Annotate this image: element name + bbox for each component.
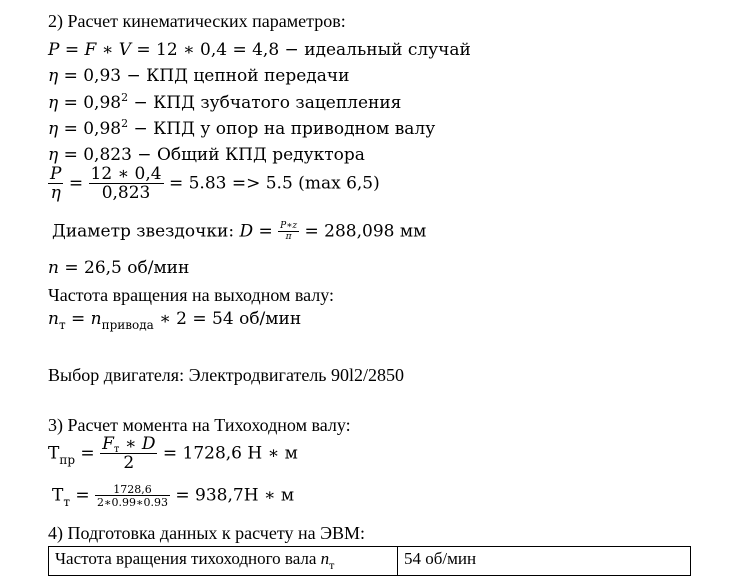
efficiency-bearings-text: − КПД у опор на приводном валу (128, 119, 436, 139)
torque-pr-result: = 1728,6 Н ∗ м (157, 443, 298, 464)
efficiency-total-text: = 0,823 − Общий КПД редуктора (58, 145, 365, 165)
efficiency-total (48, 147, 365, 164)
symbol-f: F (102, 434, 114, 454)
subscript: пр (59, 452, 76, 467)
fraction-pz-over-pi (278, 222, 299, 242)
output-shaft-speed-formula (48, 309, 302, 332)
input-data-table (48, 546, 691, 576)
symbol-eta: η (48, 93, 59, 113)
equals-sign: = (63, 173, 89, 194)
fraction-value (89, 166, 164, 202)
ratio-result: = 5.83 => 5.5 (max 6,5) (163, 173, 380, 194)
symbol-eta: η (48, 119, 59, 139)
symbol-n: n (90, 309, 102, 329)
output-shaft-speed-label: Частота вращения на выходном валу: (48, 285, 335, 305)
fraction-numerator: 12 ∗ 0,4 (90, 164, 162, 184)
equals-sign: = (253, 221, 279, 242)
equals-sign: = (69, 485, 96, 506)
section-heading-torque: 3) Расчет момента на Тихоходном валу: (48, 415, 351, 435)
row-label: Частота вращения тихоходного вала (55, 549, 321, 568)
fraction-numerator: P (50, 164, 62, 184)
fraction-denominator: 0,823 (89, 183, 164, 202)
power-formula-rest: = 12 ∗ 0,4 = 4,8 − идеальный случай (130, 40, 471, 60)
subscript: т (113, 444, 120, 455)
symbol-d: D (239, 221, 254, 242)
table-row (49, 547, 691, 576)
section-heading-kinematics: 2) Расчет кинематических параметров: (48, 11, 346, 31)
efficiency-bearings (48, 117, 436, 139)
efficiency-chain-text: = 0,93 − КПД цепной передачи (58, 66, 350, 86)
exponent: 2 (121, 117, 129, 130)
symbol-p: P (48, 40, 60, 60)
torque-formula-pr (48, 436, 298, 472)
fraction-numerator: P∗z (280, 221, 298, 231)
symbol-eta: η (48, 145, 59, 165)
diameter-label: Диаметр звездочки: (52, 221, 240, 242)
symbol-t: T (52, 485, 64, 506)
fraction-force-diameter (100, 436, 157, 472)
diameter-result: = 288,098 мм (299, 221, 427, 242)
fraction-denominator: 2∗0.99∗0.93 (97, 496, 168, 509)
symbol-v: V (118, 40, 131, 60)
symbol-f: F (84, 40, 97, 60)
sprocket-diameter (52, 222, 426, 242)
fraction-denominator: 2 (100, 453, 157, 472)
exponent: 2 (121, 91, 129, 104)
torque-formula-t (52, 484, 294, 508)
fraction-p-over-eta (48, 166, 63, 202)
efficiency-bearings-value: = 0,98 (58, 119, 122, 139)
subscript: т (329, 558, 335, 572)
times-sign: ∗ (119, 434, 142, 454)
subscript: т (63, 494, 70, 509)
torque-t-result: = 938,7Н ∗ м (169, 485, 295, 506)
section-heading-computer-data: 4) Подготовка данных к расчету на ЭВМ: (48, 523, 365, 543)
equals-sign: = (65, 309, 91, 329)
equals-sign: = (59, 40, 85, 60)
efficiency-chain (48, 68, 349, 85)
fraction-numerator (100, 436, 157, 453)
efficiency-gear-value: = 0,98 (58, 93, 122, 113)
fraction-denominator: π (278, 231, 299, 242)
symbol-t: T (48, 443, 60, 464)
output-speed-rest: ∗ 2 = 54 об/мин (153, 309, 302, 329)
table-cell-value: 54 об/мин (398, 547, 691, 576)
ratio-formula (48, 166, 380, 202)
speed-formula (48, 260, 189, 277)
fraction-denominator: η (48, 183, 63, 202)
equals-sign: = (75, 443, 101, 464)
power-formula (48, 42, 471, 59)
motor-selection: Выбор двигателя: Электродвигатель 90l2/2850 (48, 365, 405, 385)
fraction-numerator: 1728,6 (113, 483, 152, 496)
efficiency-gear (48, 91, 402, 113)
symbol-n: n (48, 309, 59, 329)
speed-text: = 26,5 об/мин (58, 258, 190, 278)
subscript: т (58, 318, 66, 332)
symbol-d: D (141, 434, 156, 454)
symbol-n: n (320, 549, 330, 568)
fraction-torque (95, 484, 170, 508)
table-cell-label (49, 547, 398, 576)
symbol-n: n (48, 258, 59, 278)
symbol-eta: η (48, 66, 59, 86)
efficiency-gear-text: − КПД зубчатого зацепления (128, 93, 402, 113)
times-sign: ∗ (96, 40, 119, 60)
subscript: привода (101, 318, 154, 332)
